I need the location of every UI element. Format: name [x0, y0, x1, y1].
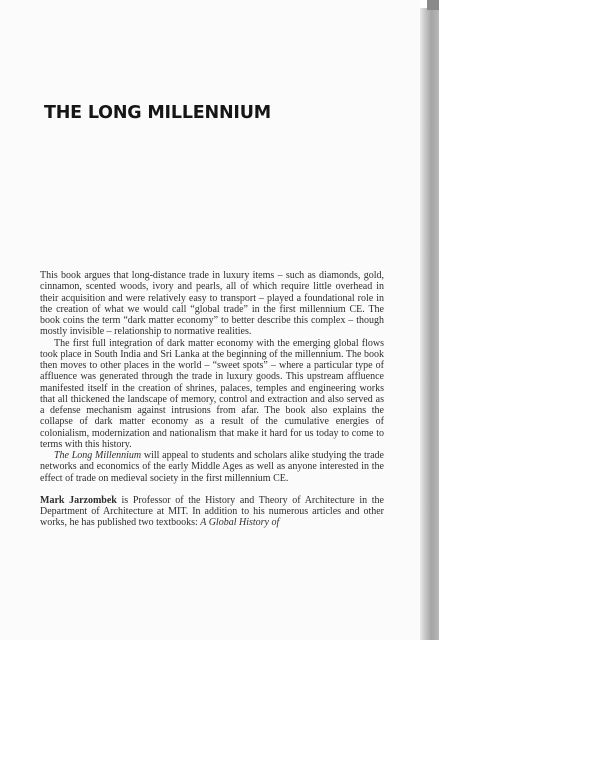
book-spine-edge	[427, 0, 439, 10]
book-spine-shadow	[420, 8, 439, 640]
paragraph-argument: This book argues that long-distance trade in luxury items – such as diamonds, gold, cinnamon, scented woods, ivory and pearls, all of which require little overhead in their acquisition and were relatively easy to transport – played a foundational role in the creation of what we would call “global trade” in the first millennium CE. The book coins the term “dark matter economy” to better describe this complex – though mostly invisible – relationship to normative realities.	[40, 270, 384, 338]
italic-book-title: The Long Millennium	[54, 450, 142, 461]
book-description	[40, 270, 384, 529]
audience-text: will appeal to students and scholars alike studying the trade networks and economics of the early Middle Ages as well as anyone interested in the effect of trade on medieval society in the first millennium CE.	[40, 450, 384, 484]
author-textbook-title: A Global History of	[200, 517, 280, 529]
author-bio	[40, 495, 384, 529]
book-title: THE LONG MILLENNIUM	[44, 103, 271, 123]
author-name: Mark Jarzombek	[40, 494, 117, 506]
author-bio-text: is Professor of the History and Theory of Architecture in the Department of Architecture at MIT. In addition to his numerous articles and other works, he has published two textbooks:	[40, 494, 384, 529]
paragraph-integration: The first full integration of dark matter economy with the emerging global flows took place in South India and Sri Lanka at the beginning of the millennium. The book then moves to other places in the world – “sweet spots” – where a particular type of affluence was generated through the trade in luxury goods. This upstream affluence manifested itself in the creation of shrines, palaces, temples and engineering works that all thickened the landscape of memory, control and extraction and also served as a defense mechanism against intrusions from afar. The book also explains the collapse of dark matter economy as a result of the cumulative energies of colonialism, modernization and nationalism that make it hard for us today to come to terms with this history.	[40, 337, 384, 450]
paragraph-audience	[40, 450, 384, 484]
